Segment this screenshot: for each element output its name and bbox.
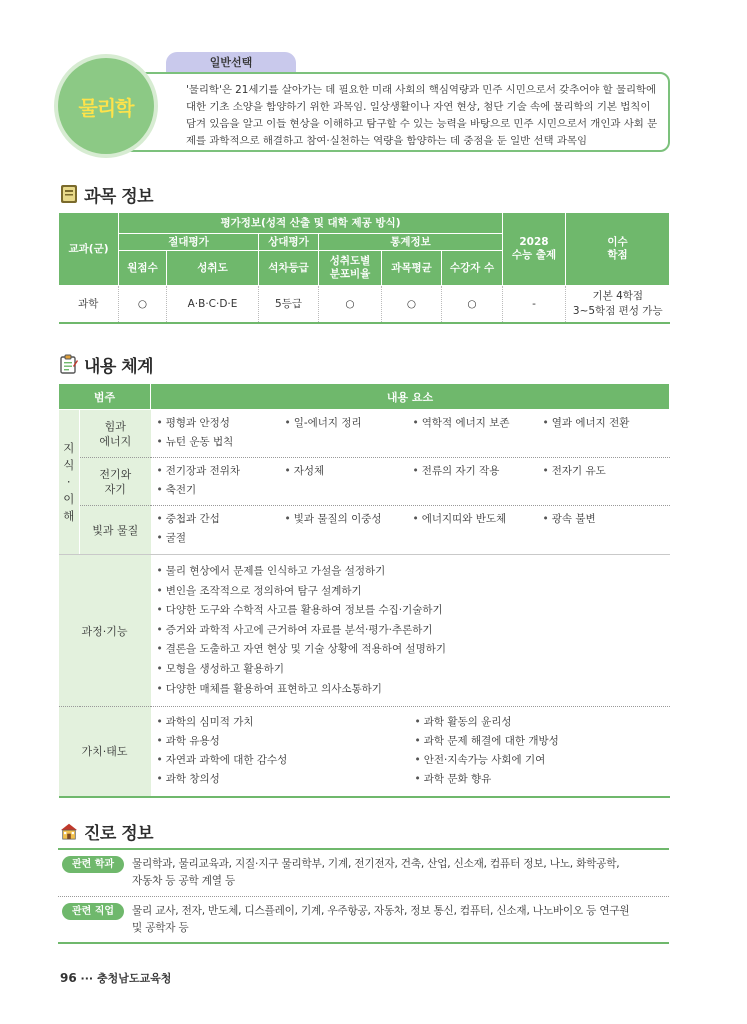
list-item: • 자성체 <box>285 464 413 478</box>
cell-ratio: ○ <box>319 286 382 323</box>
list-item: • 전자기 유도 <box>543 464 663 478</box>
list-item: • 변인을 조작적으로 정의하여 탐구 설계하기 <box>157 582 670 602</box>
related-majors-line: 자동차 등 공학 계열 등 <box>132 875 235 887</box>
category-values: 가치·태도 <box>59 707 151 797</box>
section-content-system <box>60 352 153 376</box>
category-electricity-magnetism: 전기와 자기 <box>80 458 151 506</box>
section-career-info <box>60 819 153 843</box>
related-jobs-text <box>132 903 629 937</box>
table-row <box>59 286 670 323</box>
header-rank: 석차등급 <box>259 251 319 286</box>
list-item: • 빛과 물질의 이중성 <box>285 512 413 526</box>
list-item: • 물리 현상에서 문제를 인식하고 가설을 설정하기 <box>157 562 670 582</box>
elements-electricity-magnetism <box>151 458 670 506</box>
footer-dots: ··· <box>80 972 94 985</box>
category-light-matter: 빛과 물질 <box>80 506 151 555</box>
list-item: • 결론을 도출하고 자연 현상 및 기술 상황에 적용하여 설명하기 <box>157 640 670 660</box>
elements-values <box>151 707 670 797</box>
related-majors-line: 물리학과, 물리교육과, 지질·지구 물리학부, 기계, 전기전자, 건축, 산업, 신소재, 컴퓨터 정보, 나노, 화학공학, <box>132 858 620 870</box>
school-icon <box>60 821 78 841</box>
divider <box>58 942 669 944</box>
cell-csat: - <box>503 286 566 323</box>
category-process: 과정·기능 <box>59 555 151 707</box>
list-item: • 전기장과 전위차 <box>157 464 285 478</box>
elements-light-matter <box>151 506 670 555</box>
footer-org: 충청남도교육청 <box>96 972 172 985</box>
divider <box>58 848 669 850</box>
clipboard-icon <box>60 354 78 374</box>
table-row <box>59 707 670 797</box>
cell-rank: 5등급 <box>259 286 319 323</box>
related-jobs-badge: 관련 직업 <box>62 903 124 920</box>
content-system-table <box>58 383 670 798</box>
list-item: • 과학 창의성 <box>157 772 415 786</box>
category-force-energy: 힘과 에너지 <box>80 410 151 458</box>
page-number: 96 <box>60 971 77 985</box>
header-relative: 상대평가 <box>259 234 319 251</box>
section-title: 내용 체계 <box>84 356 154 377</box>
list-item: • 과학 활동의 윤리성 <box>415 715 655 729</box>
related-jobs-row <box>58 903 669 937</box>
section-title: 진로 정보 <box>84 823 154 844</box>
related-jobs-line: 물리 교사, 전자, 반도체, 디스플레이, 기계, 우주항공, 자동차, 정보 통신, 컴퓨터, 신소재, 나노바이오 등 연구원 <box>132 905 630 917</box>
header-stats: 통계정보 <box>319 234 503 251</box>
header-eval: 평가정보(성적 산출 및 대학 제공 방식) <box>119 213 503 234</box>
cell-group: 과학 <box>59 286 119 323</box>
header-elements: 내용 요소 <box>151 384 670 410</box>
list-item: • 열과 에너지 전환 <box>543 416 663 430</box>
section-title: 과목 정보 <box>84 186 154 207</box>
related-majors-text <box>132 856 619 890</box>
elements-force-energy <box>151 410 670 458</box>
list-item: • 광속 불변 <box>543 512 663 526</box>
header-group: 교과(군) <box>59 213 119 286</box>
subject-header <box>58 52 670 154</box>
list-item: • 뉴턴 운동 법칙 <box>157 435 285 449</box>
header-raw: 원점수 <box>119 251 167 286</box>
table-row <box>59 410 670 458</box>
subject-badge <box>58 58 154 154</box>
cell-avg: ○ <box>382 286 442 323</box>
header-absolute: 절대평가 <box>119 234 259 251</box>
list-item: • 과학 문제 해결에 대한 개방성 <box>415 734 655 748</box>
related-majors-row <box>58 856 669 890</box>
related-majors-badge: 관련 학과 <box>62 856 124 873</box>
list-item: • 역학적 에너지 보존 <box>413 416 543 430</box>
table-row <box>59 458 670 506</box>
page-footer <box>60 970 171 986</box>
list-item: • 과학 유용성 <box>157 734 415 748</box>
cell-achieve: A·B·C·D·E <box>167 286 259 323</box>
list-item: • 과학 문화 향유 <box>415 772 655 786</box>
table-row <box>59 555 670 707</box>
header-credit: 이수 학점 <box>566 213 670 286</box>
header-avg: 과목평균 <box>382 251 442 286</box>
credit-range: 3~5학점 편성 가능 <box>572 304 663 317</box>
list-item: • 자연과 과학에 대한 감수성 <box>157 753 415 767</box>
list-item: • 증거와 과학적 사고에 근거하여 자료를 분석·평가·추론하기 <box>157 621 670 641</box>
subject-description: '물리학'은 21세기를 살아가는 데 필요한 미래 사회의 핵심역량과 민주 시민으로서 갖추어야 할 물리학에 대한 기초 소양을 함양하기 위한 과목임. 일상생활이나 자연 현상, 첨단 기술 속에 물리학의 기본 법칙이 담겨 있음을 알고 이들 현상을 이해하고 탐구할 수 있는 능력을 바탕으로 민주 시민으로서 개인과 사회 문제를 과학적으로 해결하고 참여·실천하는 역량을 함양하는 데 중점을 둔 일반 선택 과목임 <box>114 72 670 152</box>
elements-process <box>151 555 670 707</box>
list-item: • 전류의 자기 작용 <box>413 464 543 478</box>
header-achieve: 성취도 <box>167 251 259 286</box>
header-csat: 2028 수능 출제 <box>503 213 566 286</box>
list-item: • 다양한 매체를 활용하여 표현하고 의사소통하기 <box>157 680 670 700</box>
cell-raw: ○ <box>119 286 167 323</box>
cell-count: ○ <box>442 286 503 323</box>
list-item: • 에너지띠와 반도체 <box>413 512 543 526</box>
list-item: • 축전기 <box>157 483 285 497</box>
related-jobs-line: 및 공학자 등 <box>132 922 189 934</box>
list-item: • 일-에너지 정리 <box>285 416 413 430</box>
cell-credit <box>566 286 670 323</box>
subject-info-table <box>58 212 670 324</box>
subject-title: 물리학 <box>78 96 134 120</box>
category-knowledge: 지 식 · 이 해 <box>59 410 80 555</box>
selection-tag: 일반선택 <box>166 52 296 74</box>
divider <box>58 896 669 897</box>
list-item: • 과학의 심미적 가치 <box>157 715 415 729</box>
credit-basic: 기본 4학점 <box>592 289 644 302</box>
table-row <box>59 506 670 555</box>
list-item: • 다양한 도구와 수학적 사고를 활용하여 정보를 수집·기술하기 <box>157 601 670 621</box>
list-item: • 모형을 생성하고 활용하기 <box>157 660 670 680</box>
list-item: • 굴절 <box>157 531 285 545</box>
header-category: 범주 <box>59 384 151 410</box>
list-item: • 안전·지속가능 사회에 기여 <box>415 753 655 767</box>
header-ratio: 성취도별 분포비율 <box>319 251 382 286</box>
header-count: 수강자 수 <box>442 251 503 286</box>
section-subject-info <box>60 182 153 206</box>
list-item: • 평형과 안정성 <box>157 416 285 430</box>
list-item: • 중첩과 간섭 <box>157 512 285 526</box>
book-icon <box>60 184 78 204</box>
